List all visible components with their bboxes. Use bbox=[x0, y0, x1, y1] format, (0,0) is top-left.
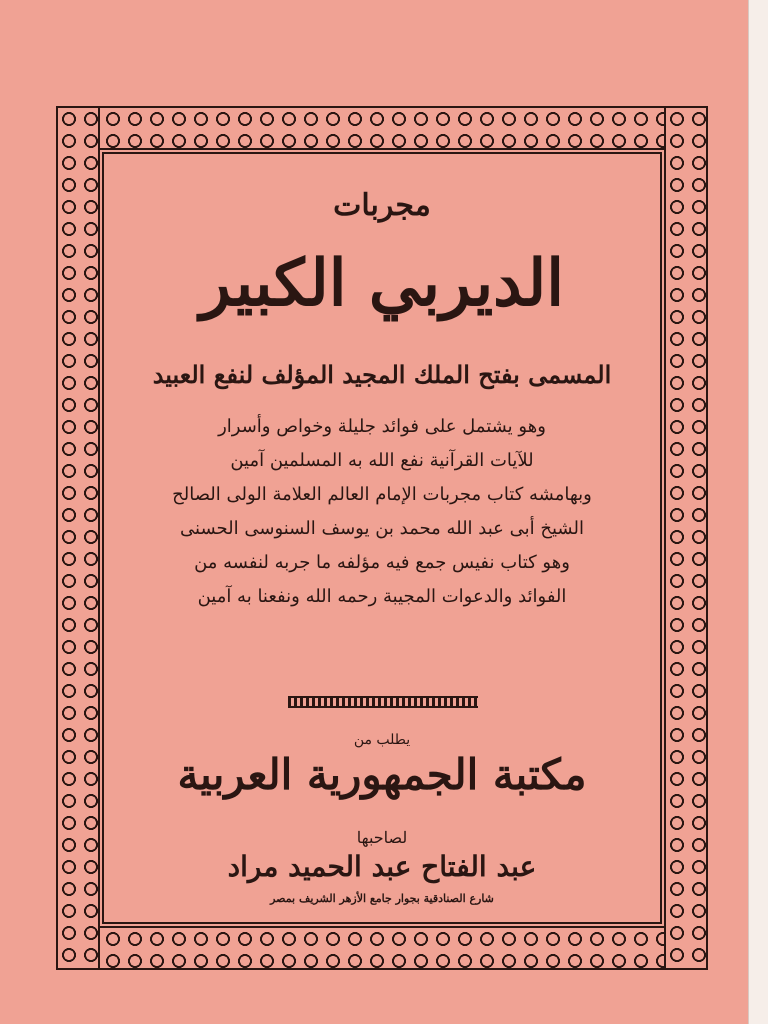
cover-content bbox=[110, 160, 654, 916]
owner-name: عبد الفتاح عبد الحميد مراد bbox=[227, 850, 537, 883]
ornamental-border-left bbox=[56, 106, 100, 970]
sold-by-label: يطلب من bbox=[353, 732, 411, 748]
description-block bbox=[128, 410, 636, 614]
description-line: الشيخ أبى عبد الله محمد بن يوسف السنوسى الحسنى bbox=[180, 518, 584, 539]
book-subtitle: المسمى بفتح الملك المجيد المؤلف لنفع العبيد bbox=[152, 360, 612, 389]
publisher-address: شارع الصنادقية بجوار جامع الأزهر الشريف بمصر bbox=[270, 892, 494, 905]
description-line: وهو يشتمل على فوائد جليلة وخواص وأسرار bbox=[218, 416, 546, 437]
ornamental-border-top bbox=[56, 106, 708, 150]
ornamental-border-right bbox=[664, 106, 708, 970]
publisher-name: مكتبة الجمهورية العربية bbox=[177, 750, 587, 799]
title-prefix: مجربات bbox=[333, 188, 431, 223]
description-line: وهو كتاب نفيس جمع فيه مؤلفه ما جربه لنفسه من bbox=[194, 552, 570, 573]
owner-label: لصاحبها bbox=[356, 828, 408, 847]
page-edge bbox=[748, 0, 768, 1024]
description-line: للآيات القرآنية نفع الله به المسلمين آمين bbox=[230, 450, 534, 471]
book-title: الديربي الكبير bbox=[200, 246, 564, 321]
description-line: وبهامشه كتاب مجربات الإمام العالم العلامة الولى الصالح bbox=[172, 484, 592, 505]
ornamental-border-bottom bbox=[56, 926, 708, 970]
description-line: الفوائد والدعوات المجيبة رحمه الله ونفعنا به آمين bbox=[197, 586, 567, 607]
ornamental-divider bbox=[288, 696, 478, 708]
